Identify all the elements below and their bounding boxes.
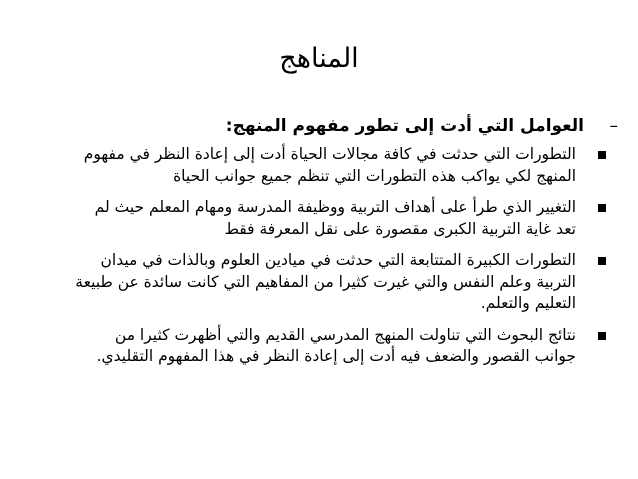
square-bullet-icon <box>598 204 606 212</box>
bullet-line: التطورات التي حدثت في كافة مجالات الحياة أدت إلى إعادة النظر في مفهوم <box>83 145 576 163</box>
bullet-list <box>28 144 576 378</box>
heading-dash-marker: – <box>609 116 618 136</box>
slide-title: المناهج <box>279 43 359 74</box>
bullet-item <box>28 325 576 368</box>
section-heading <box>24 114 618 138</box>
bullet-line: التربية وعلم النفس والتي غيرت كثيرا من المفاهيم التي كانت سائدة عن طبيعة <box>75 272 576 291</box>
bullet-item <box>28 144 576 187</box>
bullet-line: جوانب القصور والضعف فيه أدت إلى إعادة النظر في هذا المفهوم التقليدي. <box>96 347 576 365</box>
square-bullet-icon <box>598 257 606 265</box>
square-bullet-icon <box>598 151 606 159</box>
section-heading-text: العوامل التي أدت إلى تطور مفهوم المنهج: <box>225 116 584 136</box>
bullet-line: التطورات الكبيرة المتتابعة التي حدثت في ميادين العلوم وبالذات في ميدان <box>100 251 576 269</box>
bullet-line: نتائج البحوث التي تناولت المنهج المدرسي القديم والتي أظهرت كثيرا من <box>114 325 576 344</box>
bullet-item <box>28 197 576 240</box>
bullet-line: التعليم والتعلم. <box>480 294 576 312</box>
bullet-line: تعد غاية التربية الكبرى مقصورة على نقل المعرفة فقط <box>224 219 576 238</box>
bullet-item <box>28 250 576 315</box>
bullet-line: المنهج لكي يواكب هذه التطورات التي تنظم جميع جوانب الحياة <box>173 166 576 185</box>
square-bullet-icon <box>598 332 606 340</box>
bullet-line: التغيير الذي طرأ على أهداف التربية ووظيفة المدرسة ومهام المعلم حيث لم <box>94 198 576 216</box>
